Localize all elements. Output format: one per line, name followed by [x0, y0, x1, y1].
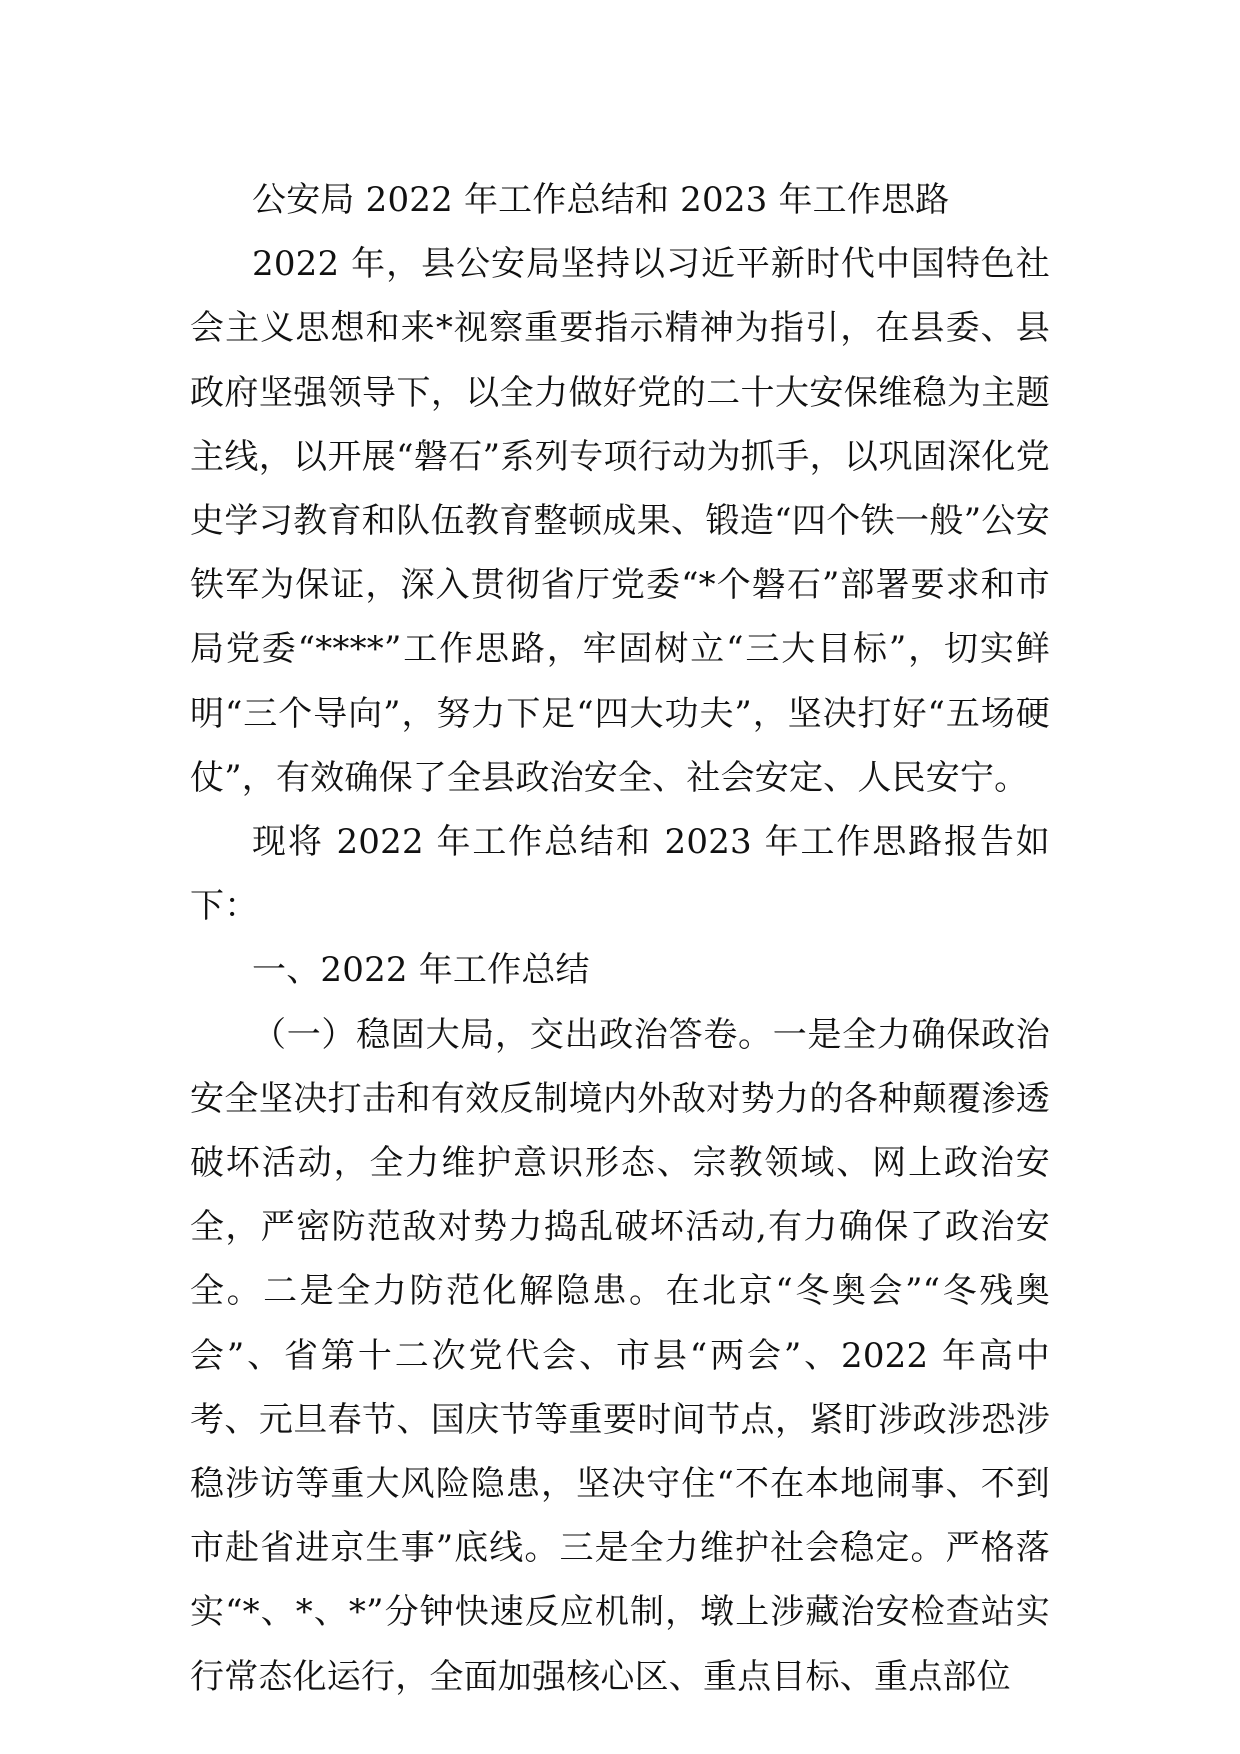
intro-paragraph: 2022 年，县公安局坚持以习近平新时代中国特色社会主义思想和来*视察重要指示精神为指引，在县委、县政府坚强领导下，以全力做好党的二十大安保维稳为主题主线，以开展“磐石”系列专项行动为抓手，以巩固深化党史学习教育和队伍教育整顿成果、锻造“四个铁一般”公安铁军为保证，深入贯彻省厅党委“*个磐石”部署要求和市局党委“****”工作思路，牢固树立“三大目标”，切实鲜明“三个导向”，努力下足“四大功夫”，坚决打好“五场硬仗”，有效确保了全县政治安全、社会安定、人民安宁。	[190, 244, 1050, 798]
report-lead-paragraph: 现将 2022 年工作总结和 2023 年工作思路报告如下：	[190, 822, 1050, 927]
section-one-paragraph: （一）稳固大局，交出政治答卷。一是全力确保政治安全坚决打击和有效反制境内外敌对势力的各种颠覆渗透破坏活动，全力维护意识形态、宗教领域、网上政治安全，严密防范敌对势力捣乱破坏活动,有力确保了政治安全。二是全力防范化解隐患。在北京“冬奥会”“冬残奥会”、省第十二次党代会、市县“两会”、2022 年高中考、元旦春节、国庆节等重要时间节点，紧盯涉政涉恐涉稳涉访等重大风险隐患，坚决守住“不在本地闹事、不到市赴省进京生事”底线。三是全力维护社会稳定。严格落实“*、*、*”分钟快速反应机制，墩上涉藏治安检查站实行常态化运行，全面加强核心区、重点目标、重点部位	[190, 1014, 1050, 1697]
section-heading: 一、2022 年工作总结	[252, 950, 590, 991]
document-title: 公安局 2022 年工作总结和 2023 年工作思路	[252, 180, 950, 220]
document-body	[190, 168, 1050, 1709]
